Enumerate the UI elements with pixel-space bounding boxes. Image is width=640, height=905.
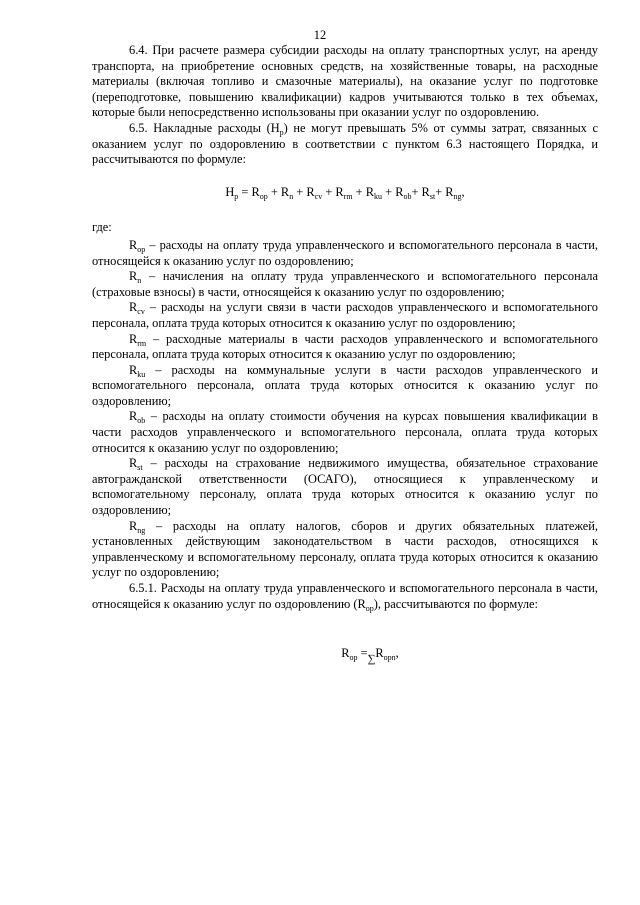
formula-term-cv: cv (314, 191, 323, 201)
definition-item (92, 456, 598, 518)
definition-symbol: R (129, 362, 138, 377)
definition-text: – расходы на коммунальные услуги в части расходов управленческого и вспомогательного персонала, оплата труда которых относится к оказанию услуг по оздоровлению; (92, 362, 598, 408)
definition-symbol-sub: cv (137, 307, 145, 317)
definition-item (92, 409, 598, 456)
definition-symbol-sub: ku (137, 369, 146, 379)
formula-end: , (461, 184, 465, 199)
definition-text: – расходы на оплату труда управленческого и вспомогательного персонала в части, относящейся к оказанию услуг по оздоровлению; (92, 237, 598, 268)
formula-term-n: n (289, 191, 294, 201)
paragraph-6-5-text-b: ) не могут превышать 5% от суммы затрат, связанных с оказанием услуг по оздоровлению в соответствии с пунктом 6.3 настоящего Порядка, и рассчитываются по формуле: (92, 120, 598, 167)
formula-term-ku: ku (374, 191, 383, 201)
paragraph-6-5-sub: р (279, 127, 284, 137)
paragraph-6-5-1-text-b: ), рассчитываются по формуле: (373, 596, 539, 611)
definition-text: – расходы на страхование недвижимого имущества, обязательное страхование автогражданской ответственности (ОСАГО), относящиеся к управленческому и вспомогательному персоналу, оплата труда которых относится к оказанию услуг по оздоровлению; (92, 456, 598, 518)
rop-formula (92, 646, 598, 668)
paragraph-6-5 (92, 121, 598, 168)
definition-symbol: R (129, 269, 138, 284)
overhead-formula: $Н_р = R_{op} + R_n + R_{cv} + R_{rm} + R_{ku} + R_{ob}+ R_{st}+ R_{ng}$, (225, 184, 465, 201)
definition-text: – расходные материалы в части расходов управленческого и вспомогательного персонала, оплата труда которых относится к оказанию услуг по оздоровлению; (92, 331, 598, 362)
formula-term-op: op (259, 191, 268, 201)
definition-text: – расходы на оплату стоимости обучения на курсах повышения квалификации в части расходов управленческого и вспомогательного персонала, оплата труда которых относится к оказанию услуг по оздоровлению; (92, 409, 598, 455)
paragraph-6-5-1-text-a: 6.5.1. Расходы на оплату труда управленческого и вспомогательного персонала в части, относящейся к оказанию услуг по оздоровлению (R (92, 581, 598, 611)
sigma-icon: ∑ (367, 653, 376, 666)
definition-item (92, 269, 598, 300)
definition-symbol-sub: rm (137, 338, 147, 348)
formula-term-rm: rm (343, 191, 353, 201)
formula2-lhs-sub: op (349, 653, 358, 663)
where-label: где: (92, 220, 112, 235)
formula-eq: = R (238, 184, 260, 199)
definition-item (92, 363, 598, 410)
formula-lhs-sub: р (234, 191, 239, 201)
definition-text: – расходы на услуги связи в части расходов управленческого и вспомогательного персонала, оплата труда которых относится к оказанию услуг по оздоровлению; (92, 300, 598, 330)
definition-item (92, 332, 598, 363)
definition-text: – начисления на оплату труда управленческого и вспомогательного персонала (страховые взносы) в части, относящейся к оказанию услуг по оздоровлению; (92, 269, 598, 299)
page-number: 12 (313, 28, 327, 42)
formula2-rhs: R (375, 646, 384, 661)
definition-item (92, 238, 598, 269)
document-body (92, 43, 598, 668)
definition-text: – расходы на оплату налогов, сборов и других обязательных платежей, установленных действующим законодательством в части расходов, относящихся к управленческому и вспомогательному персоналу, оплата труда которых относится к оказанию услуг по оздоровлению; (92, 518, 598, 580)
paragraph-6-4: 6.4. При расчете размера субсидии расходы на оплату транспортных услуг, на аренду транспорта, на приобретение основных средств, на хозяйственные товары, на расходные материалы (включая топливо и смазочные материалы), на оказание услуг по подготовке (переподготовке, повышению квалификации) кадров учитываются только в тех объемах, которые были непосредственно использованы при оказании услуг по оздоровлению. (92, 43, 598, 120)
definition-symbol: R (129, 518, 138, 533)
definition-symbol: R (129, 237, 138, 252)
paragraph-6-5-1 (92, 581, 598, 612)
definition-symbol: R (129, 300, 138, 315)
formula-term-ob: ob (403, 191, 412, 201)
formula2-end: , (395, 646, 399, 661)
definition-symbol-sub: op (137, 244, 146, 254)
definition-item (92, 519, 598, 581)
definition-symbol-sub: ob (137, 416, 146, 426)
definition-symbol: R (129, 456, 138, 471)
definition-symbol-sub: n (137, 276, 142, 286)
paragraph-6-5-1-sub: op (365, 603, 374, 613)
definition-symbol: R (129, 331, 138, 346)
definition-symbol-sub: ng (137, 525, 146, 535)
formula-term-ng: ng (453, 191, 462, 201)
paragraph-6-5-text-a: 6.5. Накладные расходы (Н (129, 120, 280, 135)
formula2-eq: = (357, 646, 368, 661)
formula-term-st: st (429, 191, 436, 201)
definitions-list (92, 238, 598, 581)
formula2-lhs: R (341, 646, 350, 661)
definition-symbol: R (129, 409, 138, 424)
formula2-rhs-sub: opn (383, 653, 396, 663)
formula-lhs: Н (225, 184, 235, 199)
definition-symbol-sub: st (137, 463, 143, 473)
definition-item (92, 300, 598, 331)
